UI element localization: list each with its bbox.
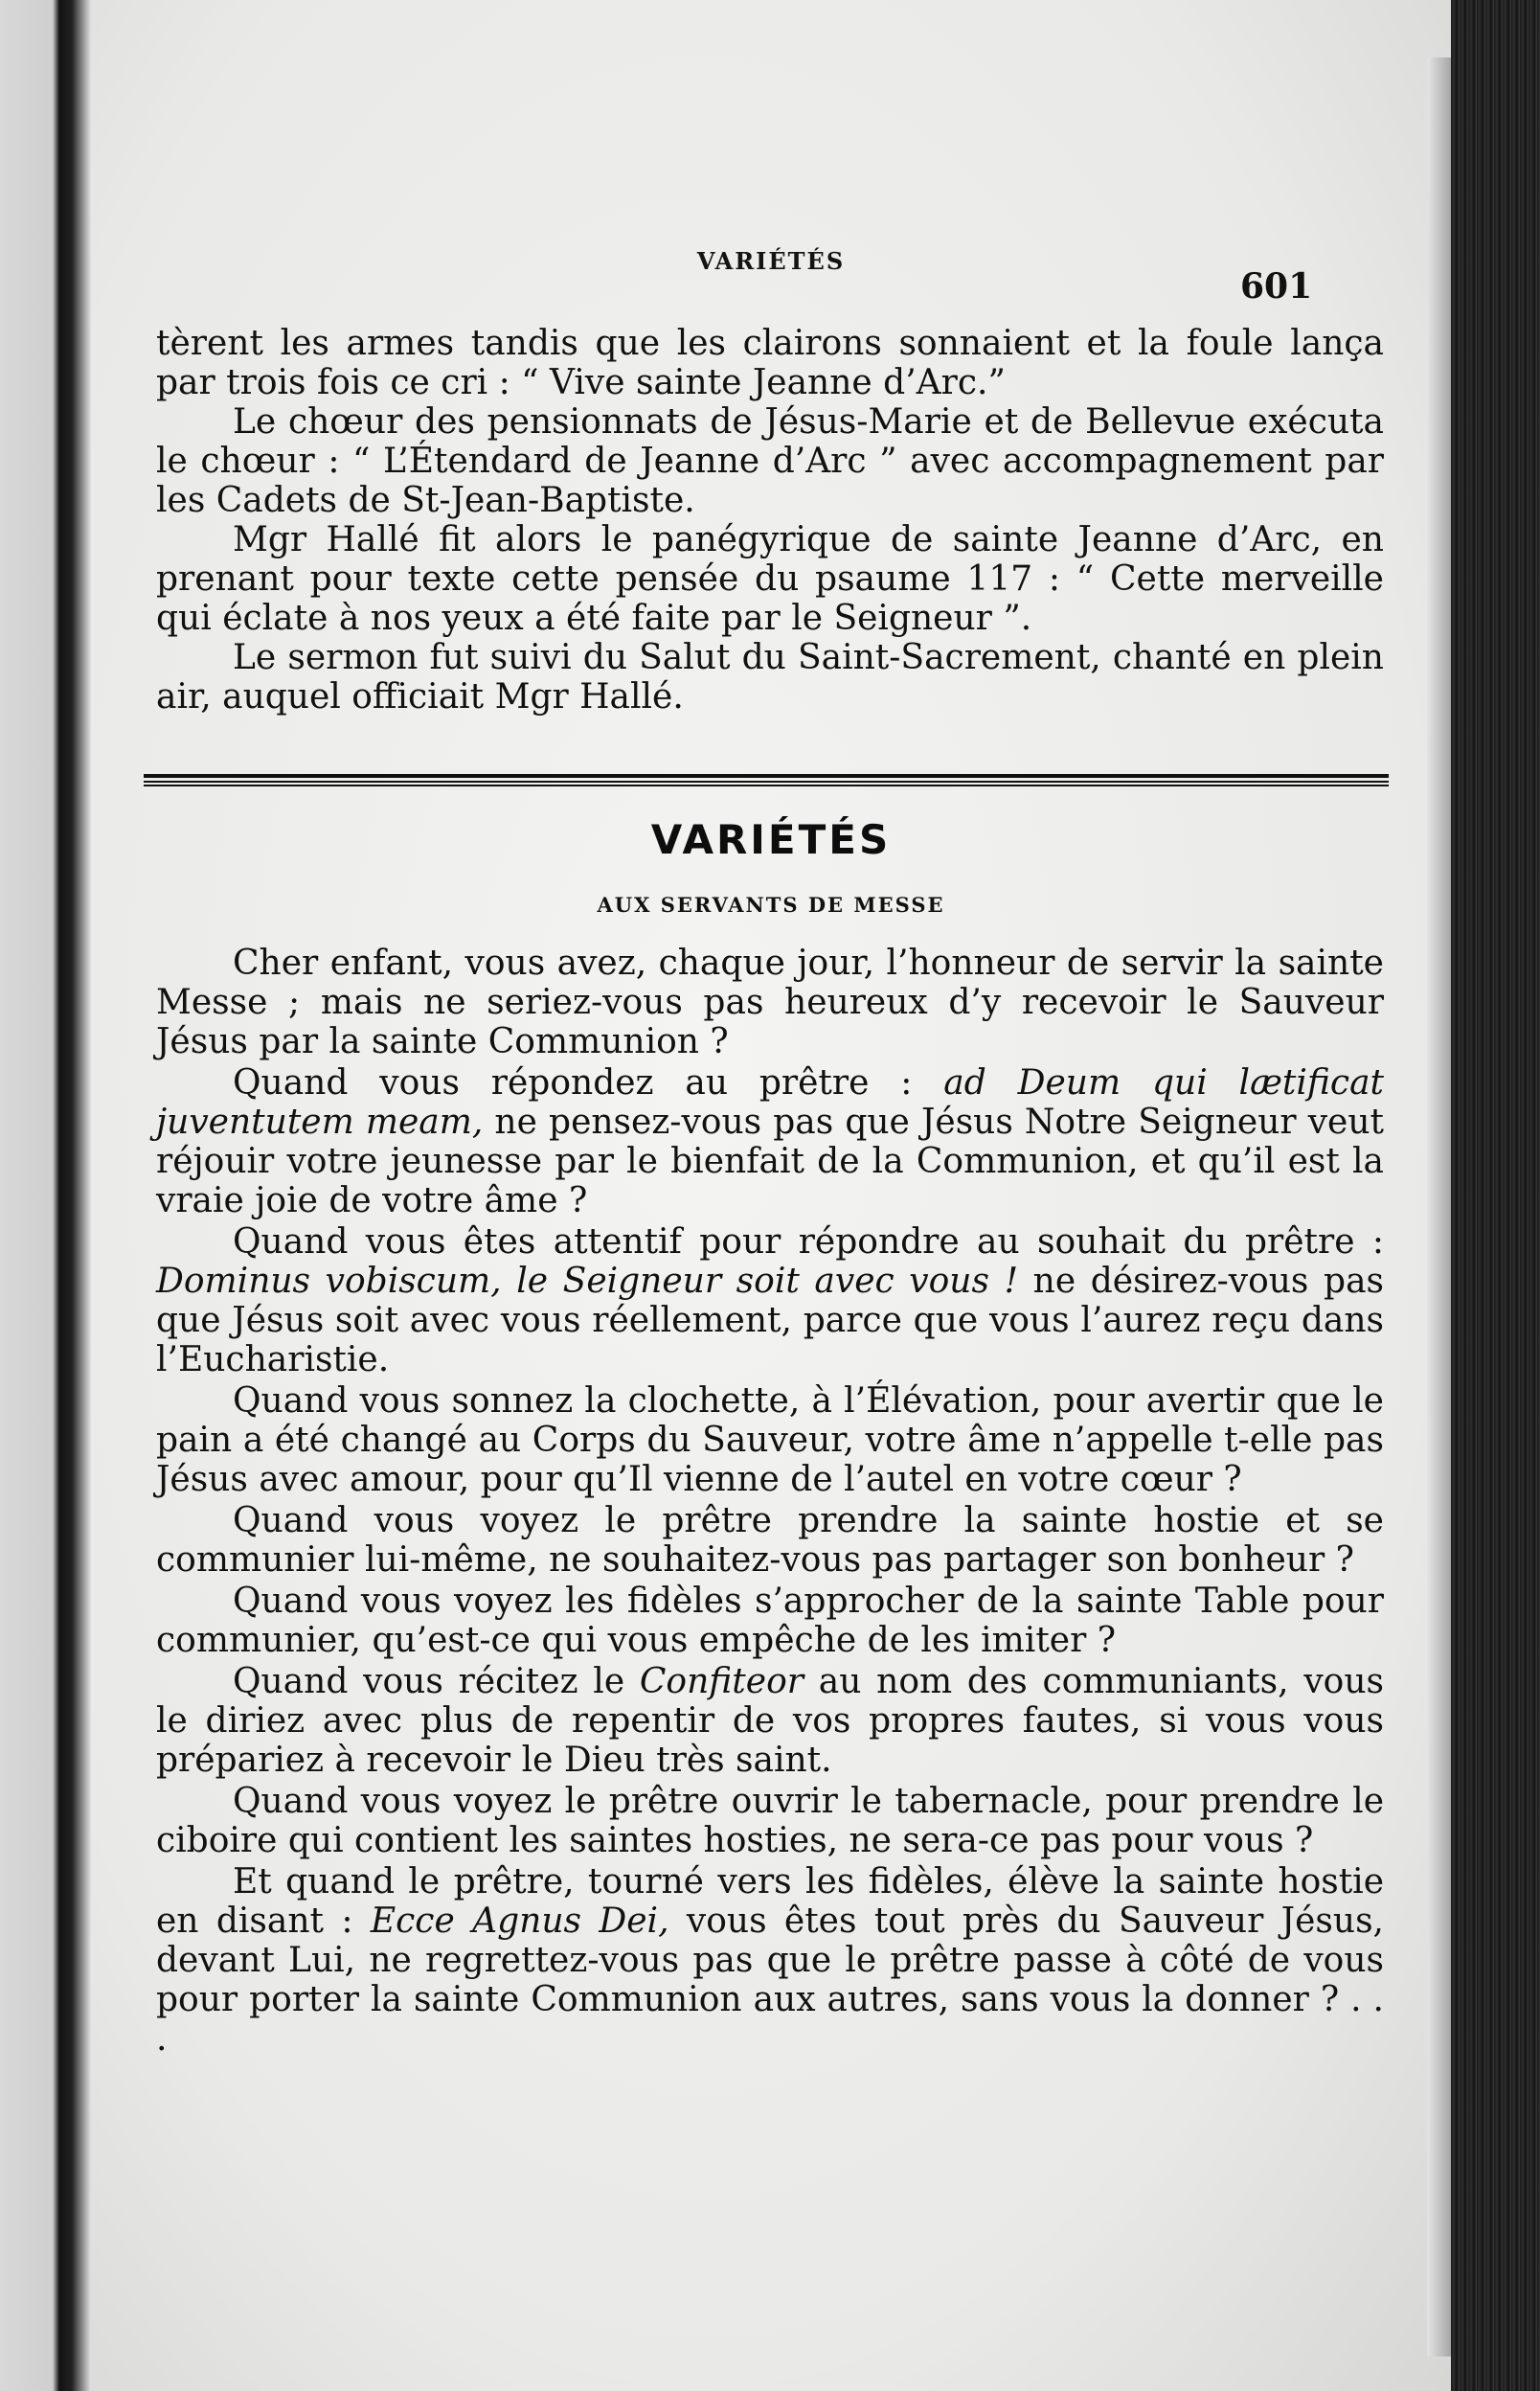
section-title: VARIÉTÉS <box>650 816 892 863</box>
page-number: 601 <box>1240 266 1313 307</box>
book-fore-edge <box>1451 0 1540 2391</box>
paragraph: Le sermon fut suivi du Salut du Saint-Sacrement, chanté en plein air, auquel officiait Mgr Hallé. <box>156 638 1384 717</box>
paragraph: Quand vous sonnez la clochette, à l’Élévation, pour avertir que le pain a été changé au Corps du Sauveur, votre âme n’appelle t-elle pas Jésus avec amour, pour qu’Il vienne de l’autel en votre cœur ? <box>156 1381 1384 1499</box>
paragraph: Mgr Hallé fit alors le panégyrique de sainte Jeanne d’Arc, en prenant pour texte cette pensée du psaume 117 : “ Cette merveille qui éclate à nos yeux a été faite par le Seigneur ”. <box>156 520 1384 638</box>
paragraph: Quand vous récitez le Confiteor au nom des communiants, vous le diriez avec plus de repentir de vos propres fautes, si vous vous prépariez à recevoir le Dieu très saint. <box>156 1662 1384 1780</box>
book-page <box>91 0 1451 2391</box>
paragraph: Quand vous voyez les fidèles s’approcher de la sainte Table pour communier, qu’est-ce qui vous empêche de les imiter ? <box>156 1582 1384 1660</box>
article-body <box>156 944 1384 2061</box>
previous-article-end <box>156 324 1384 717</box>
article-subtitle: AUX SERVANTS DE MESSE <box>597 893 945 917</box>
paragraph: Quand vous voyez le prêtre prendre la sainte hostie et se communier lui-même, ne souhaitez-vous pas partager son bonheur ? <box>156 1501 1384 1580</box>
double-rule-divider <box>144 774 1389 786</box>
scan-left-margin <box>0 0 91 2391</box>
paragraph: Quand vous êtes attentif pour répondre au souhait du prêtre : Dominus vobiscum, le Seigneur soit avec vous ! ne désirez-vous pas que Jésus soit avec vous réellement, parce que vous l’aurez reçu dans l’Eucharistie. <box>156 1222 1385 1379</box>
paragraph: Le chœur des pensionnats de Jésus-Marie et de Bellevue exécuta le chœur : “ L’Étendard de Jeanne d’Arc ” avec accompagnement par les Cadets de St-Jean-Baptiste. <box>156 402 1384 520</box>
paragraph: Et quand le prêtre, tourné vers les fidèles, élève la sainte hostie en disant : Ecce Agnus Dei, vous êtes tout près du Sauveur Jésus, devant Lui, ne regrettez-vous pas que le prêtre passe à côté de vous pour porter la sainte Communion aux autres, sans vous la donner ? . . . <box>156 1862 1384 2059</box>
paragraph: Quand vous répondez au prêtre : ad Deum qui lætificat juventutem meam, ne pensez-vous pas que Jésus Notre Seigneur veut réjouir votre jeunesse par le bienfait de la Communion, et qu’il est la vraie joie de votre âme ? <box>156 1063 1384 1220</box>
paragraph: Cher enfant, vous avez, chaque jour, l’honneur de servir la sainte Messe ; mais ne seriez-vous pas heureux d’y recevoir le Sauveur Jésus par la sainte Communion ? <box>156 944 1384 1061</box>
paragraph: tèrent les armes tandis que les clairons sonnaient et la foule lança par trois fois ce cri : “ Vive sainte Jeanne d’Arc.” <box>156 324 1384 402</box>
paragraph: Quand vous voyez le prêtre ouvrir le tabernacle, pour prendre le ciboire qui contient les saintes hosties, ne sera-ce pas pour vous ? <box>156 1782 1384 1860</box>
running-head: VARIÉTÉS <box>696 247 846 275</box>
